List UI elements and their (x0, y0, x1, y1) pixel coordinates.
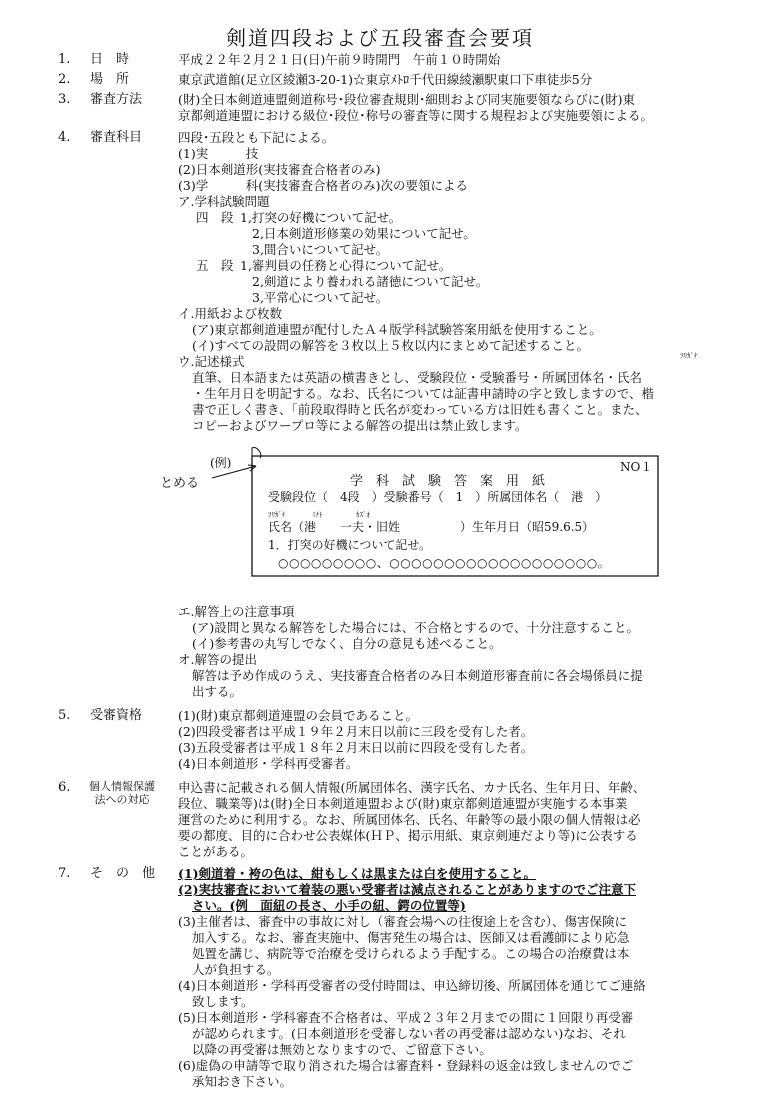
section-body (178, 72, 734, 88)
yondan-question-1: 1,打突の好機について記せ。 (240, 210, 402, 225)
submission-line-2: 出する。 (192, 684, 243, 699)
sample-furigana-surname: ﾐﾅﾄ (312, 511, 323, 519)
written-exam-heading: ア.学科試験問題 (178, 194, 270, 209)
section-body (178, 130, 734, 434)
other-note-4b: 致します。 (192, 994, 254, 1009)
sample-staple-note: とめる (160, 476, 200, 491)
method-line-1: (財)全日本剣道連盟剣道称号･段位審査規則･細則および同実施要領ならびに(財)東 (178, 92, 636, 107)
section-label: 審査科目 (90, 130, 143, 145)
furigana-note: ﾌﾘｶﾞﾅ (680, 352, 698, 360)
sample-furigana-given: ｶｽﾞｵ (356, 511, 370, 519)
section-body (178, 604, 734, 700)
submission-heading: オ.解答の提出 (178, 652, 257, 667)
paper-rule-a: (ア)東京都剣道連盟が配付したＡ４版学科試験答案用紙を使用すること。 (192, 322, 602, 337)
sample-sheet-answer: ○○○○○○○○○、○○○○○○○○○○○○○○○○○○○。 (278, 556, 611, 570)
section-number: 3. (58, 92, 71, 107)
privacy-label-line-2: 法への対応 (94, 793, 150, 806)
section-number: 1. (58, 52, 71, 67)
section-label: 日 時 (90, 52, 130, 67)
other-note-1: (1)剣道着・袴の色は、紺もしくは黒または白を使用すること。 (178, 866, 537, 881)
other-note-6b: 承知おき下さい。 (192, 1074, 293, 1089)
subject-item-practical: (1)実 技 (178, 146, 259, 161)
other-note-6a: (6)虚偽の申請等で取り消された場合は審査料・登録料の返金は致しませんのでご (178, 1058, 634, 1073)
eligibility-4: (4)日本剣道形・学科再受審者。 (178, 756, 359, 771)
other-note-4a: (4)日本剣道形・学科再受審者の受付時間は、申込締切後、所属団体を通じてご連絡 (178, 978, 646, 993)
sample-example-label: (例) (210, 456, 232, 470)
date-time-text: 平成２２年２月２１日(日)午前９時開門 午前１０時開始 (178, 52, 501, 67)
privacy-line-1: 申込書に記載される個人情報(所属団体名、漢字氏名、カナ氏名、生年月日、年齢、 (178, 780, 646, 795)
document-title: 剣道四段および五段審査会要項 (226, 26, 534, 50)
sample-sheet-name-line: 氏名（港 一夫・旧姓 ）生年月日（昭59.6.5） (268, 520, 595, 534)
format-line-3: 書で正しく書き、「前段取得時と氏名が変わっている方は旧姓も書くこと。また、 (192, 402, 648, 417)
section-number: 5. (58, 708, 71, 723)
godan-question-1: 1,審判員の任務と心得について記せ。 (240, 258, 452, 273)
privacy-label-line-1: 個人情報保護 (89, 780, 155, 793)
sample-answer-sheet (160, 444, 720, 594)
format-line-2: ・生年月日を明記する。なお、氏名については証書申請時の字と致しますので、楷 (192, 386, 655, 401)
yondan-question-2: 2,日本剣道形修業の効果について記せ。 (252, 226, 476, 241)
other-note-3c: 処置を講じ、病院等で治療を受けられるよう手配する。この場合の治療費は本 (192, 946, 630, 961)
other-note-3b: 加入する。なお、審査実施中、傷害発生の場合は、医師又は看護師により応急 (192, 930, 630, 945)
other-note-5c: 以降の再受審は無効となりますので、ご留意下さい。 (192, 1042, 492, 1057)
format-heading: ウ.記述様式 (178, 354, 245, 369)
section-body (178, 708, 734, 772)
section-label (86, 780, 158, 806)
sample-sheet-heading: 学 科 試 験 答 案 用 紙 (350, 474, 546, 489)
yondan-question-3: 3,間合いについて記せ。 (252, 242, 389, 257)
section-label: 場 所 (90, 72, 130, 87)
section-label: 受審資格 (90, 708, 143, 723)
section-body (178, 866, 734, 1090)
venue-text: 東京武道館(足立区綾瀬3-20-1)☆東京ﾒﾄﾛ千代田線綾瀬駅東口下車徒歩5分 (178, 72, 593, 87)
other-note-2a: (2)実技審査において着装の悪い受審者は減点されることがありますのでご注意下 (178, 882, 637, 897)
format-line-1: 直筆、日本語または英語の横書きとし、受験段位・受験番号・所属団体名・氏名 (192, 370, 643, 385)
eligibility-3: (3)五段受審者は平成１８年２月末日以前に四段を受有した者。 (178, 740, 534, 755)
section-number: 2. (58, 72, 71, 87)
section-body (178, 780, 734, 860)
section-number: 4. (58, 130, 71, 145)
sample-sheet-number: NO１ (620, 460, 653, 474)
other-note-5a: (5)日本剣道形・学科審査不合格者は、平成２３年２月までの間に１回限り再受審 (178, 1010, 634, 1025)
paper-rule-b: (イ)すべての設問の解答を３枚以上５枚以内にまとめて記述すること。 (192, 338, 590, 353)
privacy-line-2: 段位、職業等)は(財)全日本剣道連盟および(財)東京都剣道連盟が実施する本事業 (178, 796, 628, 811)
privacy-line-3: 運営のために利用する。なお、所属団体名、氏名、年齢等の最小限の個人情報は必 (178, 812, 641, 827)
godan-question-3: 3,平常心について記せ。 (252, 290, 389, 305)
section-number: 6. (58, 780, 71, 795)
sample-sheet-fields: 受験段位（ 4段 ）受験番号（ 1 ）所属団体名（ 港 ） (268, 490, 608, 504)
privacy-line-4: 要の都度、目的に合わせ公表媒体(ＨＰ、掲示用紙、東京剣連だより等)に公表する (178, 828, 638, 843)
sample-sheet-question: 1．打突の好機について記せ。 (268, 538, 432, 552)
answer-note-a: (ア)設問と異なる解答をした場合には、不合格とするので、十分注意すること。 (192, 620, 640, 635)
godan-label: 五 段 (196, 258, 234, 273)
paper-heading: イ.用紙および枚数 (178, 306, 282, 321)
godan-q1-row (178, 258, 734, 274)
answer-note-b: (イ)参考書の丸写しでなく、自分の意見も述べること。 (192, 636, 502, 651)
sample-furigana-label: ﾌﾘｶﾞﾅ (268, 511, 286, 519)
other-note-5b: が認められます。(日本剣道形を受審しない者の再受審は認めない)なお、それ (192, 1026, 626, 1041)
yondan-q1-row (178, 210, 734, 226)
answer-notes-heading: エ.解答上の注意事項 (178, 604, 295, 619)
subject-item-written: (3)学 科(実技審査合格者のみ)次の要領による (178, 178, 468, 193)
eligibility-2: (2)四段受審者は平成１９年２月末日以前に三段を受有した者。 (178, 724, 534, 739)
yondan-label: 四 段 (196, 210, 234, 225)
other-note-2b: さい。(例 面紐の長さ、小手の紐、鍔の位置等) (192, 898, 466, 913)
subject-item-kata: (2)日本剣道形(実技審査合格者のみ) (178, 162, 381, 177)
eligibility-1: (1)(財)東京都剣道連盟の会員であること。 (178, 708, 418, 723)
method-line-2: 京都剣道連盟における級位･段位･称号の審査等に関する規程および実施要領による。 (178, 108, 654, 123)
other-note-3a: (3)主催者は、審査中の事故に対し（審査会場への往復途上を含む）、傷害保険に (178, 914, 627, 929)
godan-question-2: 2,剣道により養われる諸徳について記せ。 (252, 274, 489, 289)
other-note-3d: 人が負担する。 (192, 962, 280, 977)
section-body (178, 52, 734, 68)
section-label: そ の 他 (90, 866, 156, 881)
section-number: 7. (58, 866, 71, 881)
submission-line-1: 解答は予め作成のうえ、実技審査合格者のみ日本剣道形審査前に各会場係員に提 (192, 668, 643, 683)
format-line-4: コピーおよびワープロ等による解答の提出は禁止致します。 (192, 418, 528, 433)
format-heading-row (178, 354, 734, 370)
section-label: 審査方法 (90, 92, 143, 107)
section-body (178, 92, 734, 124)
subjects-intro: 四段･五段とも下記による。 (178, 130, 335, 145)
privacy-line-5: ことがある。 (178, 844, 254, 859)
